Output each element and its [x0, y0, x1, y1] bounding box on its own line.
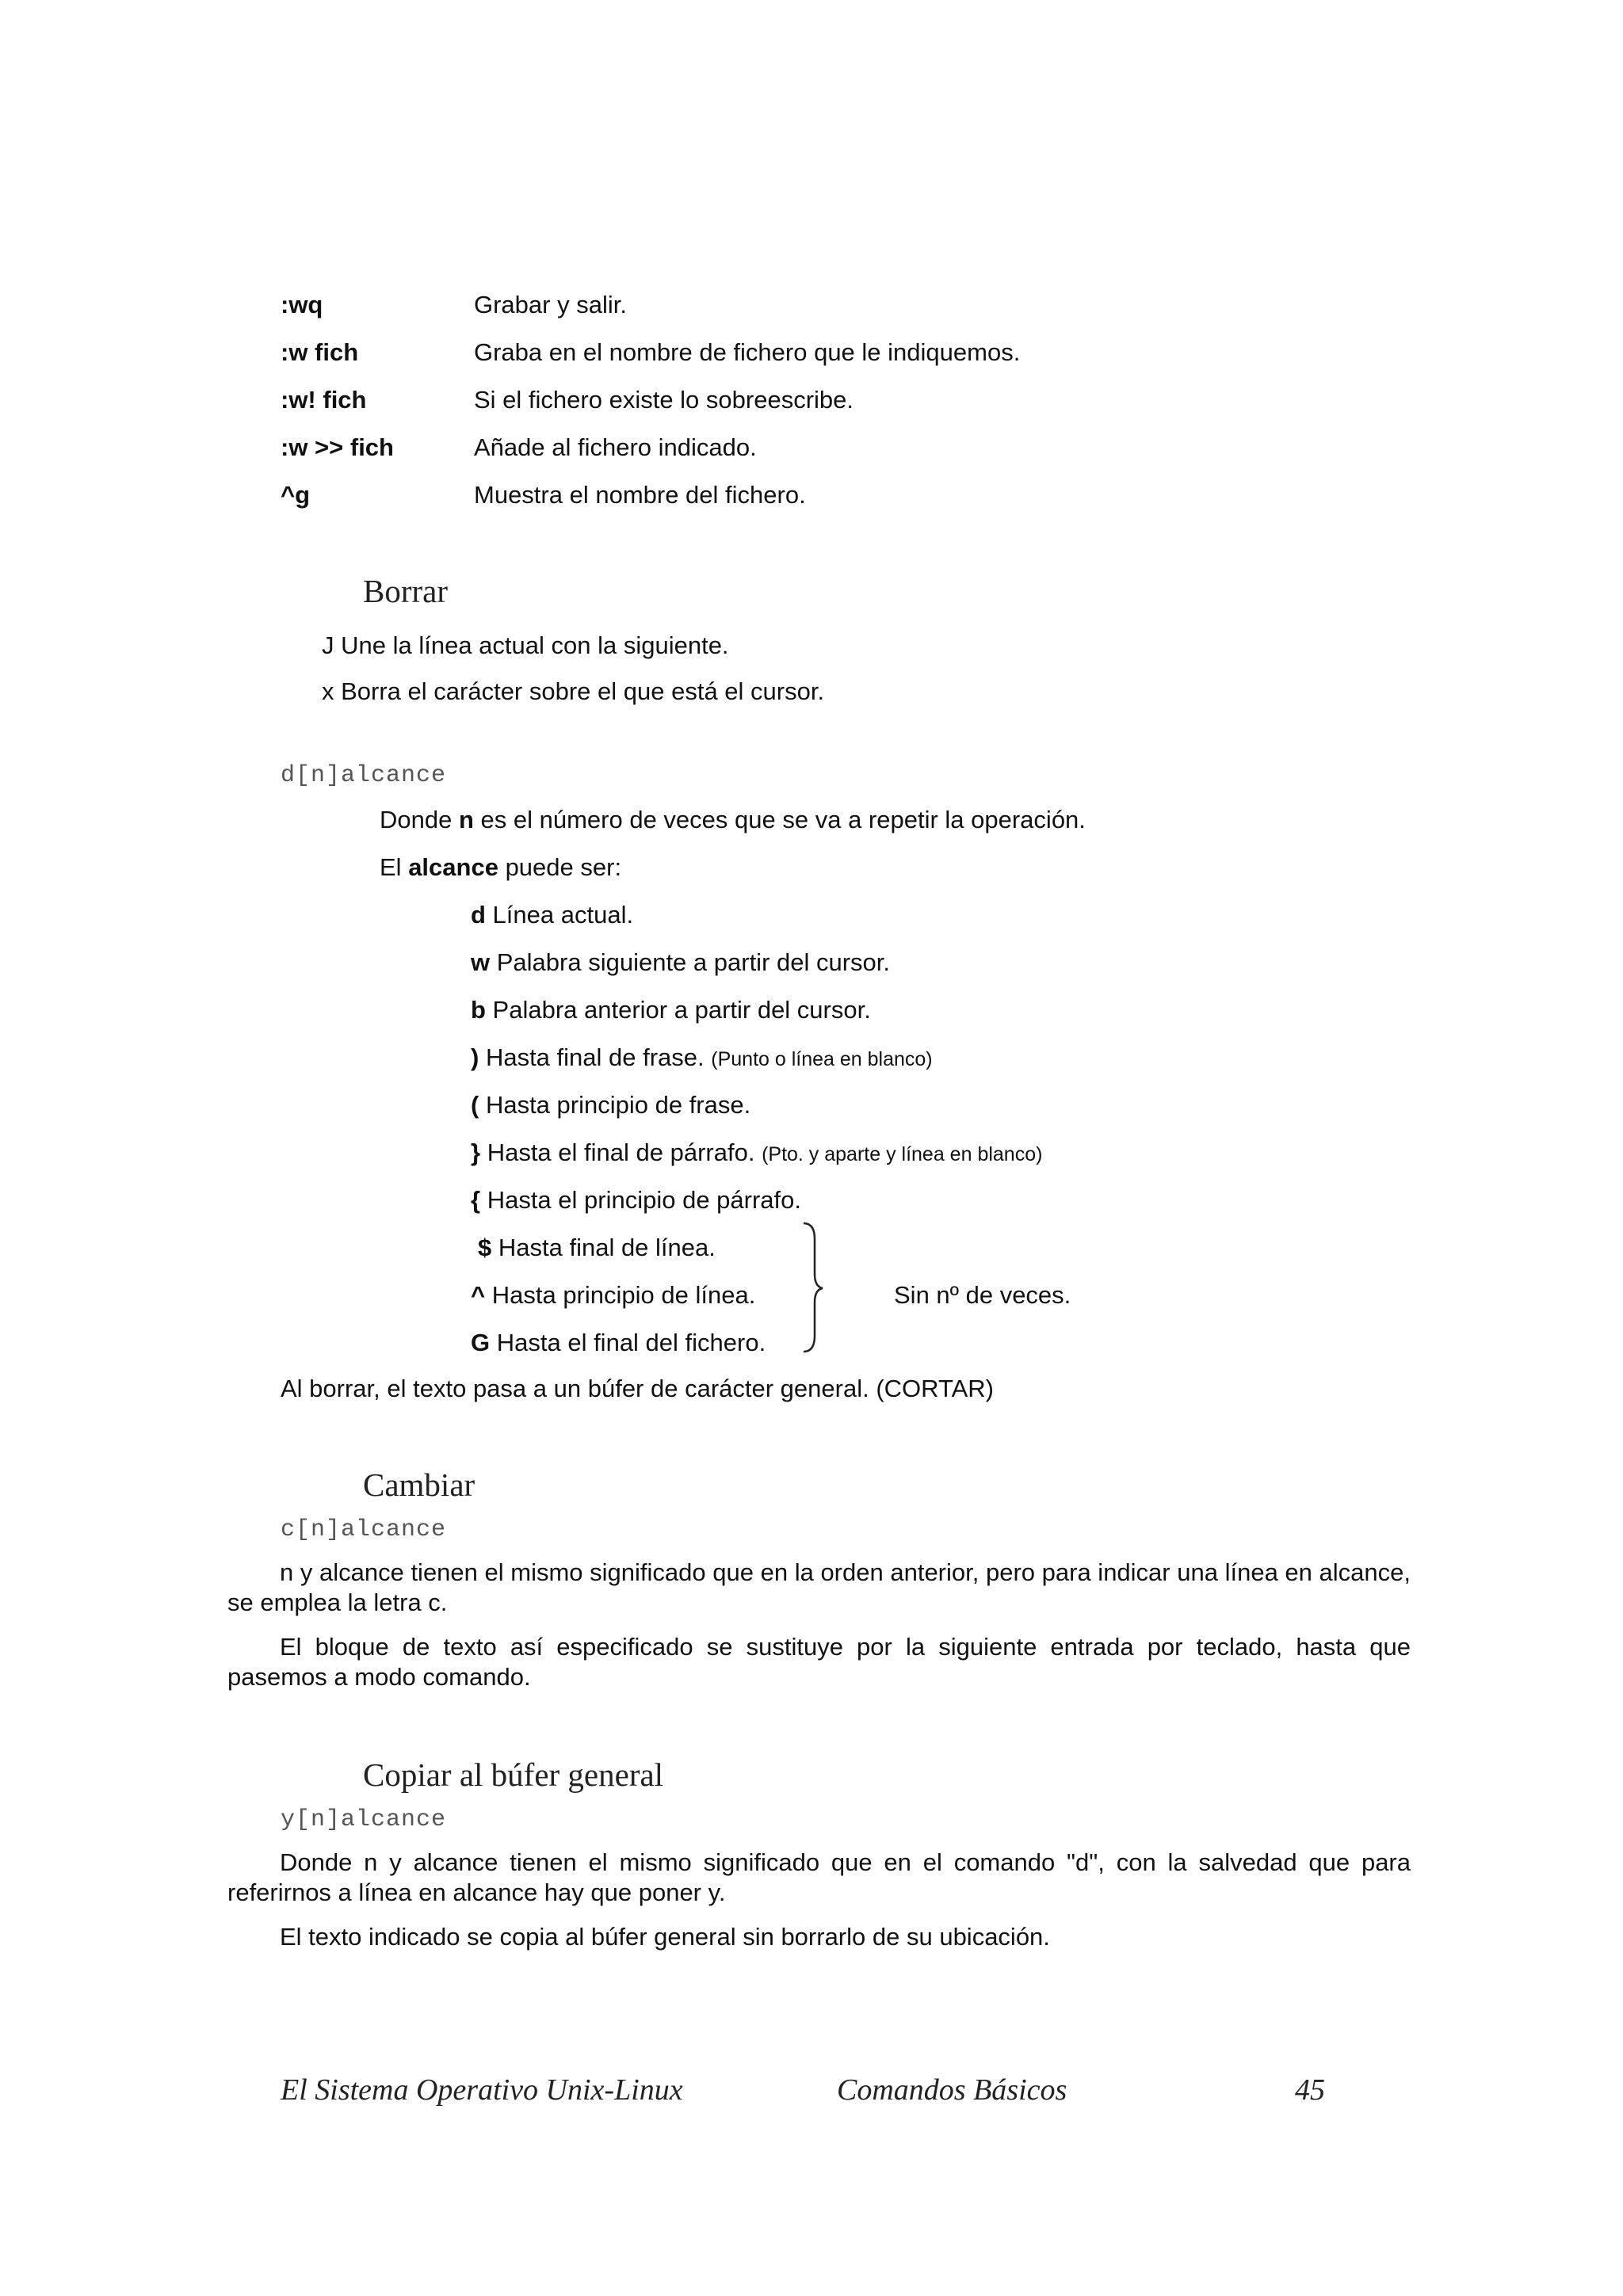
scope-item: ( Hasta principio de frase. — [471, 1091, 751, 1119]
borrar-closing: Al borrar, el texto pasa a un búfer de carácter general. (CORTAR) — [281, 1375, 994, 1402]
command-key: :w fich — [281, 338, 359, 366]
command-key: ^g — [281, 481, 311, 509]
scope-item: G Hasta el final del fichero. — [471, 1329, 766, 1356]
command-description: Muestra el nombre del fichero. — [474, 481, 806, 509]
scope-item: w Palabra siguiente a partir del cursor. — [471, 948, 891, 976]
scope-item: $ Hasta final de línea. — [478, 1234, 716, 1261]
right-brace-icon — [797, 1220, 829, 1355]
footer-page-number: 45 — [1295, 2073, 1325, 2107]
copiar-paragraph-1: Donde n y alcance tienen el mismo significado que en el comando "d", con la salvedad que para referirnos a línea en alcance hay que poner y. — [227, 1848, 1411, 1906]
cambiar-paragraph-1: n y alcance tienen el mismo significado que en la orden anterior, pero para indicar una línea en alcance, se emplea la letra c. — [227, 1558, 1411, 1616]
borrar-line: x Borra el carácter sobre el que está el cursor. — [322, 677, 825, 705]
n-explanation: Donde n es el número de veces que se va a repetir la operación. — [380, 806, 1086, 833]
section-heading-borrar: Borrar — [363, 573, 449, 609]
cambiar-paragraph-2: El bloque de texto así especificado se sustituye por la siguiente entrada por teclado, hasta que pasemos a modo comando. — [227, 1633, 1411, 1691]
section-heading-copiar: Copiar al búfer general — [363, 1756, 664, 1793]
command-description: Graba en el nombre de fichero que le indiquemos. — [474, 338, 1021, 366]
command-key: :w >> fich — [281, 433, 394, 461]
copiar-paragraph-2: El texto indicado se copia al búfer general sin borrarlo de su ubicación. — [280, 1923, 1050, 1951]
syntax-cambiar: c[n]alcance — [281, 1516, 447, 1543]
scope-item: } Hasta el final de párrafo. (Pto. y aparte y línea en blanco) — [471, 1138, 1043, 1166]
command-key: :wq — [281, 291, 323, 318]
syntax-copiar: y[n]alcance — [281, 1806, 447, 1833]
scope-item: ) Hasta final de frase. (Punto o línea en blanco) — [471, 1043, 933, 1071]
brace-note: Sin nº de veces. — [894, 1281, 1071, 1309]
command-description: Si el fichero existe lo sobreescribe. — [474, 386, 854, 414]
alcance-explanation: El alcance puede ser: — [380, 853, 622, 881]
scope-item: { Hasta el principio de párrafo. — [471, 1186, 802, 1214]
command-description: Añade al fichero indicado. — [474, 433, 757, 461]
footer-chapter: Comandos Básicos — [837, 2073, 1067, 2107]
scope-item: b Palabra anterior a partir del cursor. — [471, 996, 871, 1024]
footer-book-title: El Sistema Operativo Unix-Linux — [281, 2073, 683, 2107]
syntax-borrar: d[n]alcance — [281, 762, 447, 789]
scope-item: d Línea actual. — [471, 901, 634, 929]
section-heading-cambiar: Cambiar — [363, 1466, 475, 1503]
command-description: Grabar y salir. — [474, 291, 627, 318]
borrar-line: J Une la línea actual con la siguiente. — [322, 631, 729, 659]
command-key: :w! fich — [281, 386, 367, 414]
scope-item: ^ Hasta principio de línea. — [471, 1281, 756, 1309]
